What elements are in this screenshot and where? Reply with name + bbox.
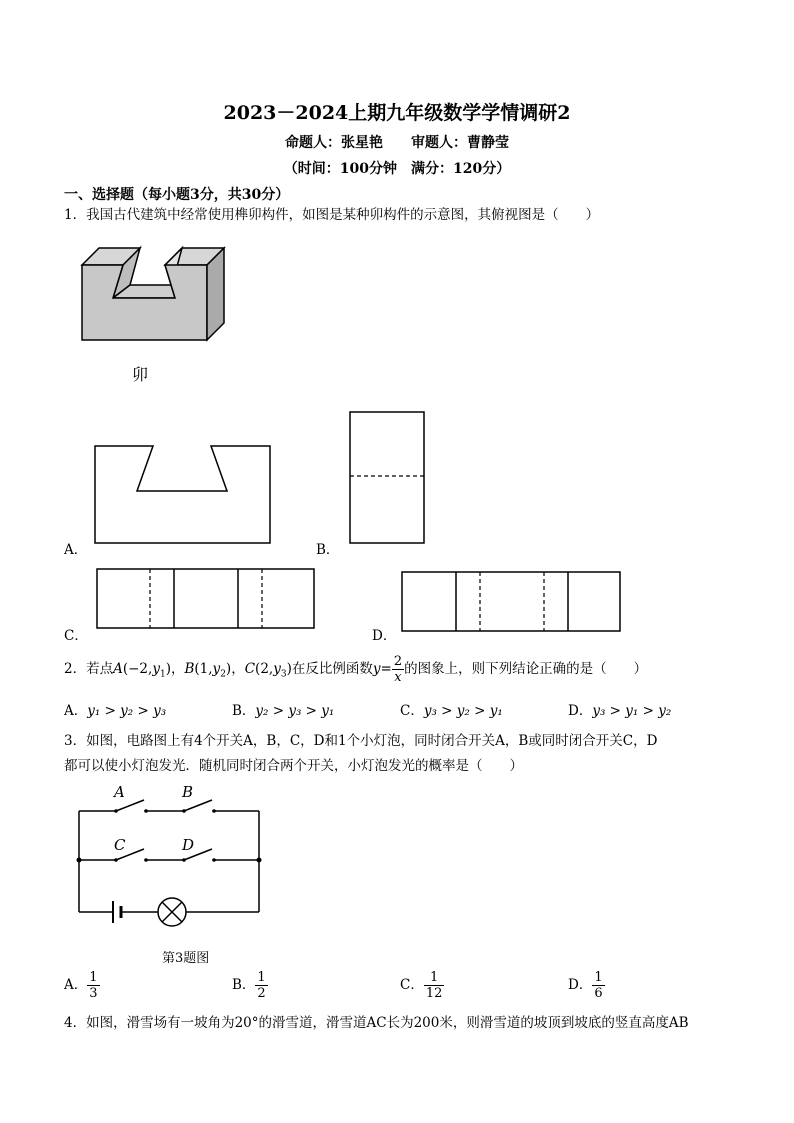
q3-option-d[interactable]: D． $\frac{1}{6}$	[568, 970, 603, 1001]
switch-label-c: C	[114, 836, 126, 854]
q3-option-b[interactable]: B． $\frac{1}{2}$	[232, 970, 266, 1001]
exam-title: 2023－2024上期九年级数学学情调研2	[223, 102, 571, 124]
q3-option-a[interactable]: A． $\frac{1}{3}$	[64, 970, 98, 1001]
q3-option-c[interactable]: C． $\frac{1}{12}$	[400, 970, 443, 1001]
exam-time-score: （时间：100分钟 满分：120分）	[283, 161, 511, 177]
switch-label-d: D	[182, 836, 195, 854]
option-b-label[interactable]: B．	[316, 542, 340, 558]
question-3-line1: 3．如图，电路图上有4个开关A，B，C，D和1个小灯泡，同时闭合开关A，B或同时闭合开关C，D	[64, 733, 658, 749]
section-heading: 一、选择题（每小题3分，共30分）	[64, 187, 290, 203]
question-1-stem: 1．我国古代建筑中经常使用榫卯构件，如图是某种卯构件的示意图，其俯视图是（ ）	[64, 207, 600, 223]
switch-label-b: B	[182, 783, 194, 801]
circuit-caption: 第3题图	[162, 951, 210, 966]
mortise-caption: 卯	[132, 365, 149, 384]
q2-option-c[interactable]: C．y₃ > y₂ > y₁	[400, 703, 503, 719]
option-a-label[interactable]: A．	[64, 542, 88, 558]
q2-option-b[interactable]: B．y₂ > y₃ > y₁	[232, 703, 335, 719]
switch-label-a: A	[114, 783, 125, 801]
q2-option-a[interactable]: A．y₁ > y₂ > y₃	[64, 703, 167, 719]
function-fraction: $\frac{2}{x}$	[393, 654, 403, 685]
option-c-label[interactable]: C．	[64, 628, 88, 644]
exam-authors: 命题人：张星艳 审题人：曹静莹	[285, 135, 509, 151]
question-3-line2: 都可以使小灯泡发光．随机同时闭合两个开关，小灯泡发光的概率是（ ）	[64, 758, 523, 774]
q2-option-d[interactable]: D．y₃ > y₁ > y₂	[568, 703, 672, 719]
question-2-stem: 2．若点$A(-2,y_1)$，$B(1,y_2)$，$C(2,y_3)$在反比例函数y= $\frac{2}{x}$ 的图象上，则下列结论正确的是（ ）	[64, 654, 648, 685]
question-4-stem: 4．如图，滑雪场有一坡角为20°的滑雪道，滑雪道AC长为200米，则滑雪道的坡顶到坡底的竖直高度AB	[64, 1015, 689, 1031]
option-d-label[interactable]: D．	[372, 628, 397, 644]
